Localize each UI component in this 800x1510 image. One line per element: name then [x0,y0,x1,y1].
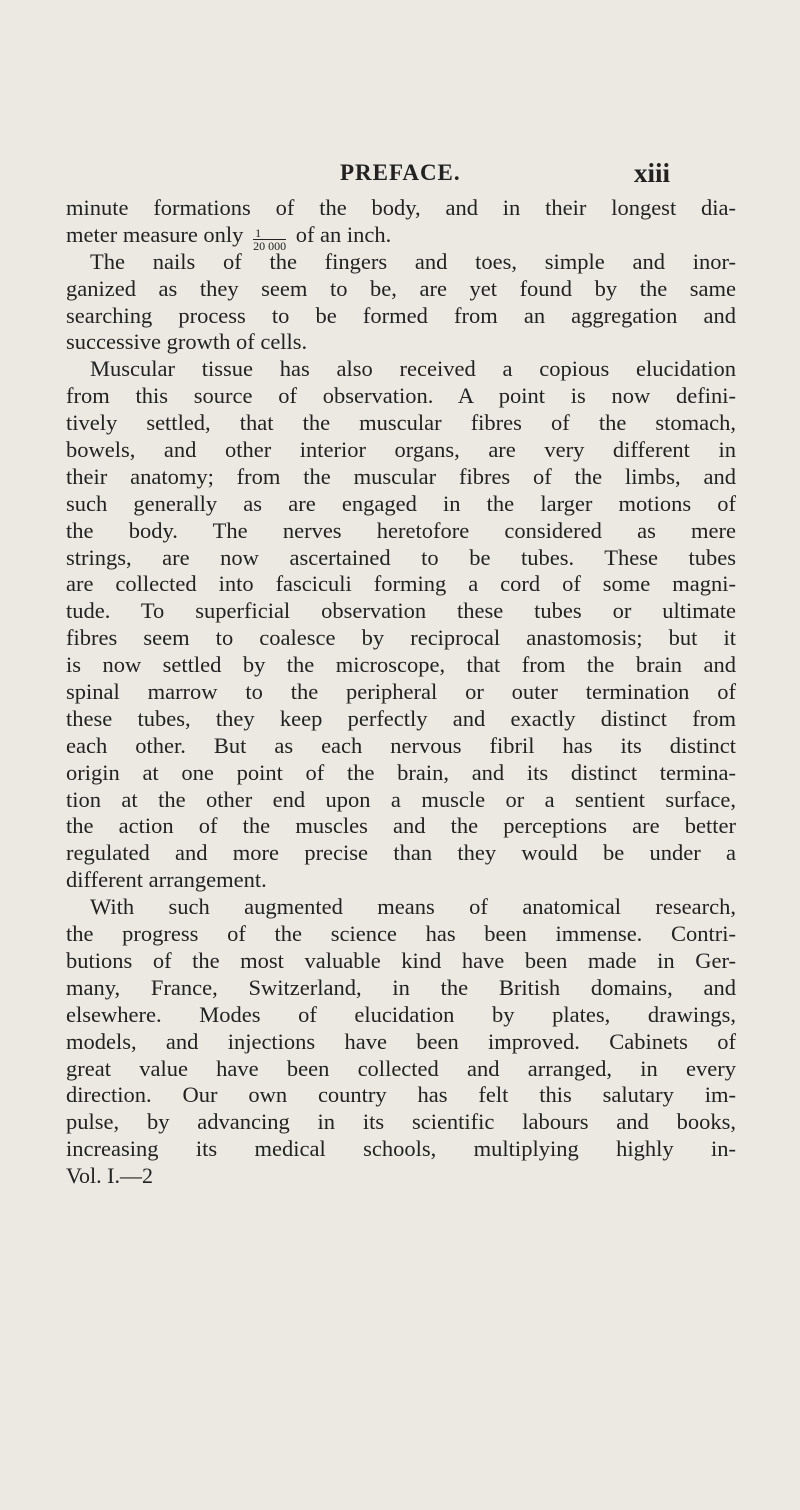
text-line: the progress of the science has been immense. Contri- [66,921,736,947]
text-line: searching process to be formed from an aggregation and [66,302,736,328]
text-line: pulse, by advancing in its scientific labours and books, [66,1109,736,1135]
text-line: increasing its medical schools, multiplying highly in- [66,1136,736,1162]
text-segment: of an inch. [295,221,392,247]
text-line: great value have been collected and arranged, in every [66,1055,736,1081]
text-line: bowels, and other interior organs, are very different in [66,437,736,463]
text-line: many, France, Switzerland, in the British domains, and [66,974,736,1000]
text-line: ganized as they seem to be, are yet found by the same [66,275,736,301]
text-line: minute formations of the body, and in their longest dia- [66,195,736,220]
text-line: models, and injections have been improved. Cabinets of [66,1028,736,1054]
running-head: PREFACE. [340,160,461,185]
text-line: tively settled, that the muscular fibres of the stomach, [66,410,736,436]
text-line: different arrangement. [66,867,267,893]
text-line: from this source of observation. A point is now defini- [66,383,736,409]
text-line: butions of the most valuable kind have been made in Ger- [66,947,736,973]
text-line: these tubes, they keep perfectly and exactly distinct from [66,705,736,731]
text-line-fraction [66,221,736,253]
text-line: the action of the muscles and the perceptions are better [66,813,736,839]
text-line: Muscular tissue has also received a copious elucidation [90,356,736,382]
text-line: elsewhere. Modes of elucidation by plates, drawings, [66,1001,736,1027]
text-line: successive growth of cells. [66,329,308,355]
text-line: direction. Our own country has felt this salutary im- [66,1082,736,1108]
text-line: fibres seem to coalesce by reciprocal anastomosis; but it [66,625,736,651]
text-line: regulated and more precise than they would be under a [66,840,736,866]
fraction-numerator: 1 [253,227,286,240]
text-line: strings, are now ascertained to be tubes. These tubes [66,544,736,570]
text-line: are collected into fasciculi forming a cord of some magni- [66,571,736,597]
text-line: each other. But as each nervous fibril has its distinct [66,732,736,758]
text-line: such generally as are engaged in the larger motions of [66,490,736,516]
text-line: tion at the other end upon a muscle or a sentient surface, [66,786,736,812]
text-line: tude. To superficial observation these tubes or ultimate [66,598,736,624]
signature-mark: Vol. I.—2 [66,1163,153,1189]
fraction-denominator: 20 000 [253,238,287,253]
text-line: spinal marrow to the peripheral or outer termination of [66,679,736,705]
page-header [340,160,670,196]
text-line: is now settled by the microscope, that from the brain and [66,652,736,678]
text-line: their anatomy; from the muscular fibres of the limbs, and [66,463,736,489]
text-line: With such augmented means of anatomical research, [90,894,736,920]
text-line: the body. The nerves heretofore considered as mere [66,517,736,543]
body-text [66,195,736,1190]
text-line: origin at one point of the brain, and its distinct termina- [66,759,736,785]
text-segment: meter measure only [66,221,244,247]
page-number: xiii [633,158,670,188]
text-line: The nails of the fingers and toes, simple and inor- [90,248,736,274]
